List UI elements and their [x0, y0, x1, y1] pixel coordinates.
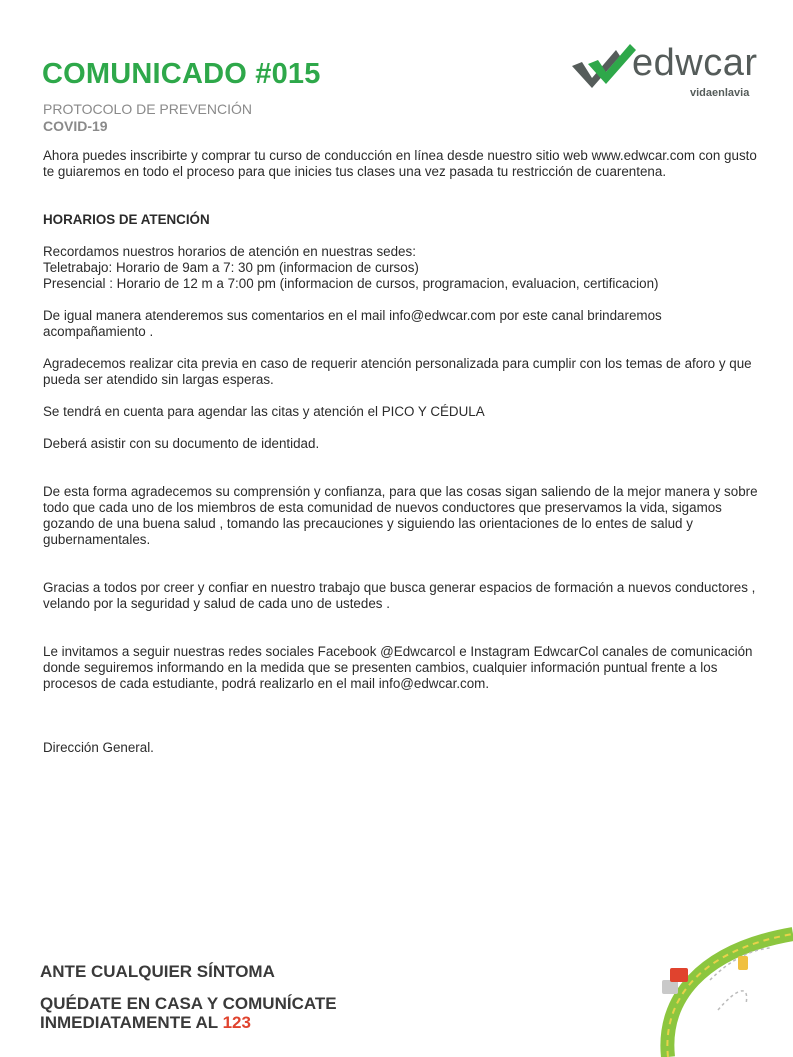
logo-wordmark: edwcar [632, 42, 758, 84]
footer-warning: ANTE CUALQUIER SÍNTOMA [40, 962, 275, 981]
road-with-cars-icon [640, 920, 793, 1057]
comprension-paragraph: De esta forma agradecemos su comprensión y confianza, para que las cosas sigan saliendo de la mejor manera y sobre todo que cada uno de los miembros de esta comunidad de nuevos conductores que preservamos la vida, sigamos gozando de una buena salud , tomando las precauciones y siguiendo las orientaciones de lo entes de salud y gubernamentales. [43, 484, 758, 547]
hours-intro: Recordamos nuestros horarios de atención en nuestras sedes: [43, 244, 416, 259]
cita-paragraph: Agradecemos realizar cita previa en caso de requerir atención personalizada para cumplir con los temas de aforo y que pueda ser atendido sin largas esperas. [43, 356, 752, 387]
double-checkmark-icon [570, 44, 636, 92]
logo-tagline: vidaenlavia [690, 87, 750, 99]
protocol-subtitle: PROTOCOLO DE PREVENCIÓN [43, 101, 253, 117]
emergency-number: 123 [222, 1013, 251, 1032]
gracias-paragraph: Gracias a todos por creer y confiar en nuestro trabajo que busca generar espacios de formación a nuevos conductores , velando por la seguridad y salud de cada uno de ustedes . [43, 580, 756, 611]
footer-line-stay-home: QUÉDATE EN CASA Y COMUNÍCATE [40, 994, 337, 1013]
document-body [43, 148, 758, 756]
signature: Dirección General. [43, 740, 154, 755]
footer-call-label: INMEDIATAMENTE AL [40, 1013, 223, 1032]
intro-paragraph: Ahora puedes inscribirte y comprar tu curso de conducción en línea desde nuestro sitio web www.edwcar.com con gusto te guiaremos en todo el proceso para que inicies tus clases una vez pasada tu restricción de cuarentena. [43, 148, 757, 179]
edwcar-logo [570, 42, 770, 102]
mail-paragraph: De igual manera atenderemos sus comentarios en el mail info@edwcar.com por este canal brindaremos acompañamiento . [43, 308, 662, 339]
covid-subtitle: COVID-19 [43, 118, 108, 134]
documento-paragraph: Deberá asistir con su documento de identidad. [43, 436, 320, 451]
footer-line-call [40, 1013, 337, 1032]
page-title: COMUNICADO #015 [42, 58, 321, 90]
hours-presencial: Presencial : Horario de 12 m a 7:00 pm (informacion de cursos, programacion, evaluacion, certificacion) [43, 276, 659, 291]
hours-teletrabajo: Teletrabajo: Horario de 9am a 7: 30 pm (informacion de cursos) [43, 260, 419, 275]
redes-paragraph: Le invitamos a seguir nuestras redes sociales Facebook @Edwcarcol e Instagram EdwcarCol canales de comunicación donde seguiremos informando en la medida que se presenten cambios, cualquier información puntual frente a los procesos de cada estudiante, podrá realizarlo en el mail info@edwcar.com. [43, 644, 753, 691]
footer-instruction [40, 994, 337, 1032]
section-heading: HORARIOS DE ATENCIÓN [43, 212, 210, 227]
pico-paragraph: Se tendrá en cuenta para agendar las citas y atención el PICO Y CÉDULA [43, 404, 485, 419]
